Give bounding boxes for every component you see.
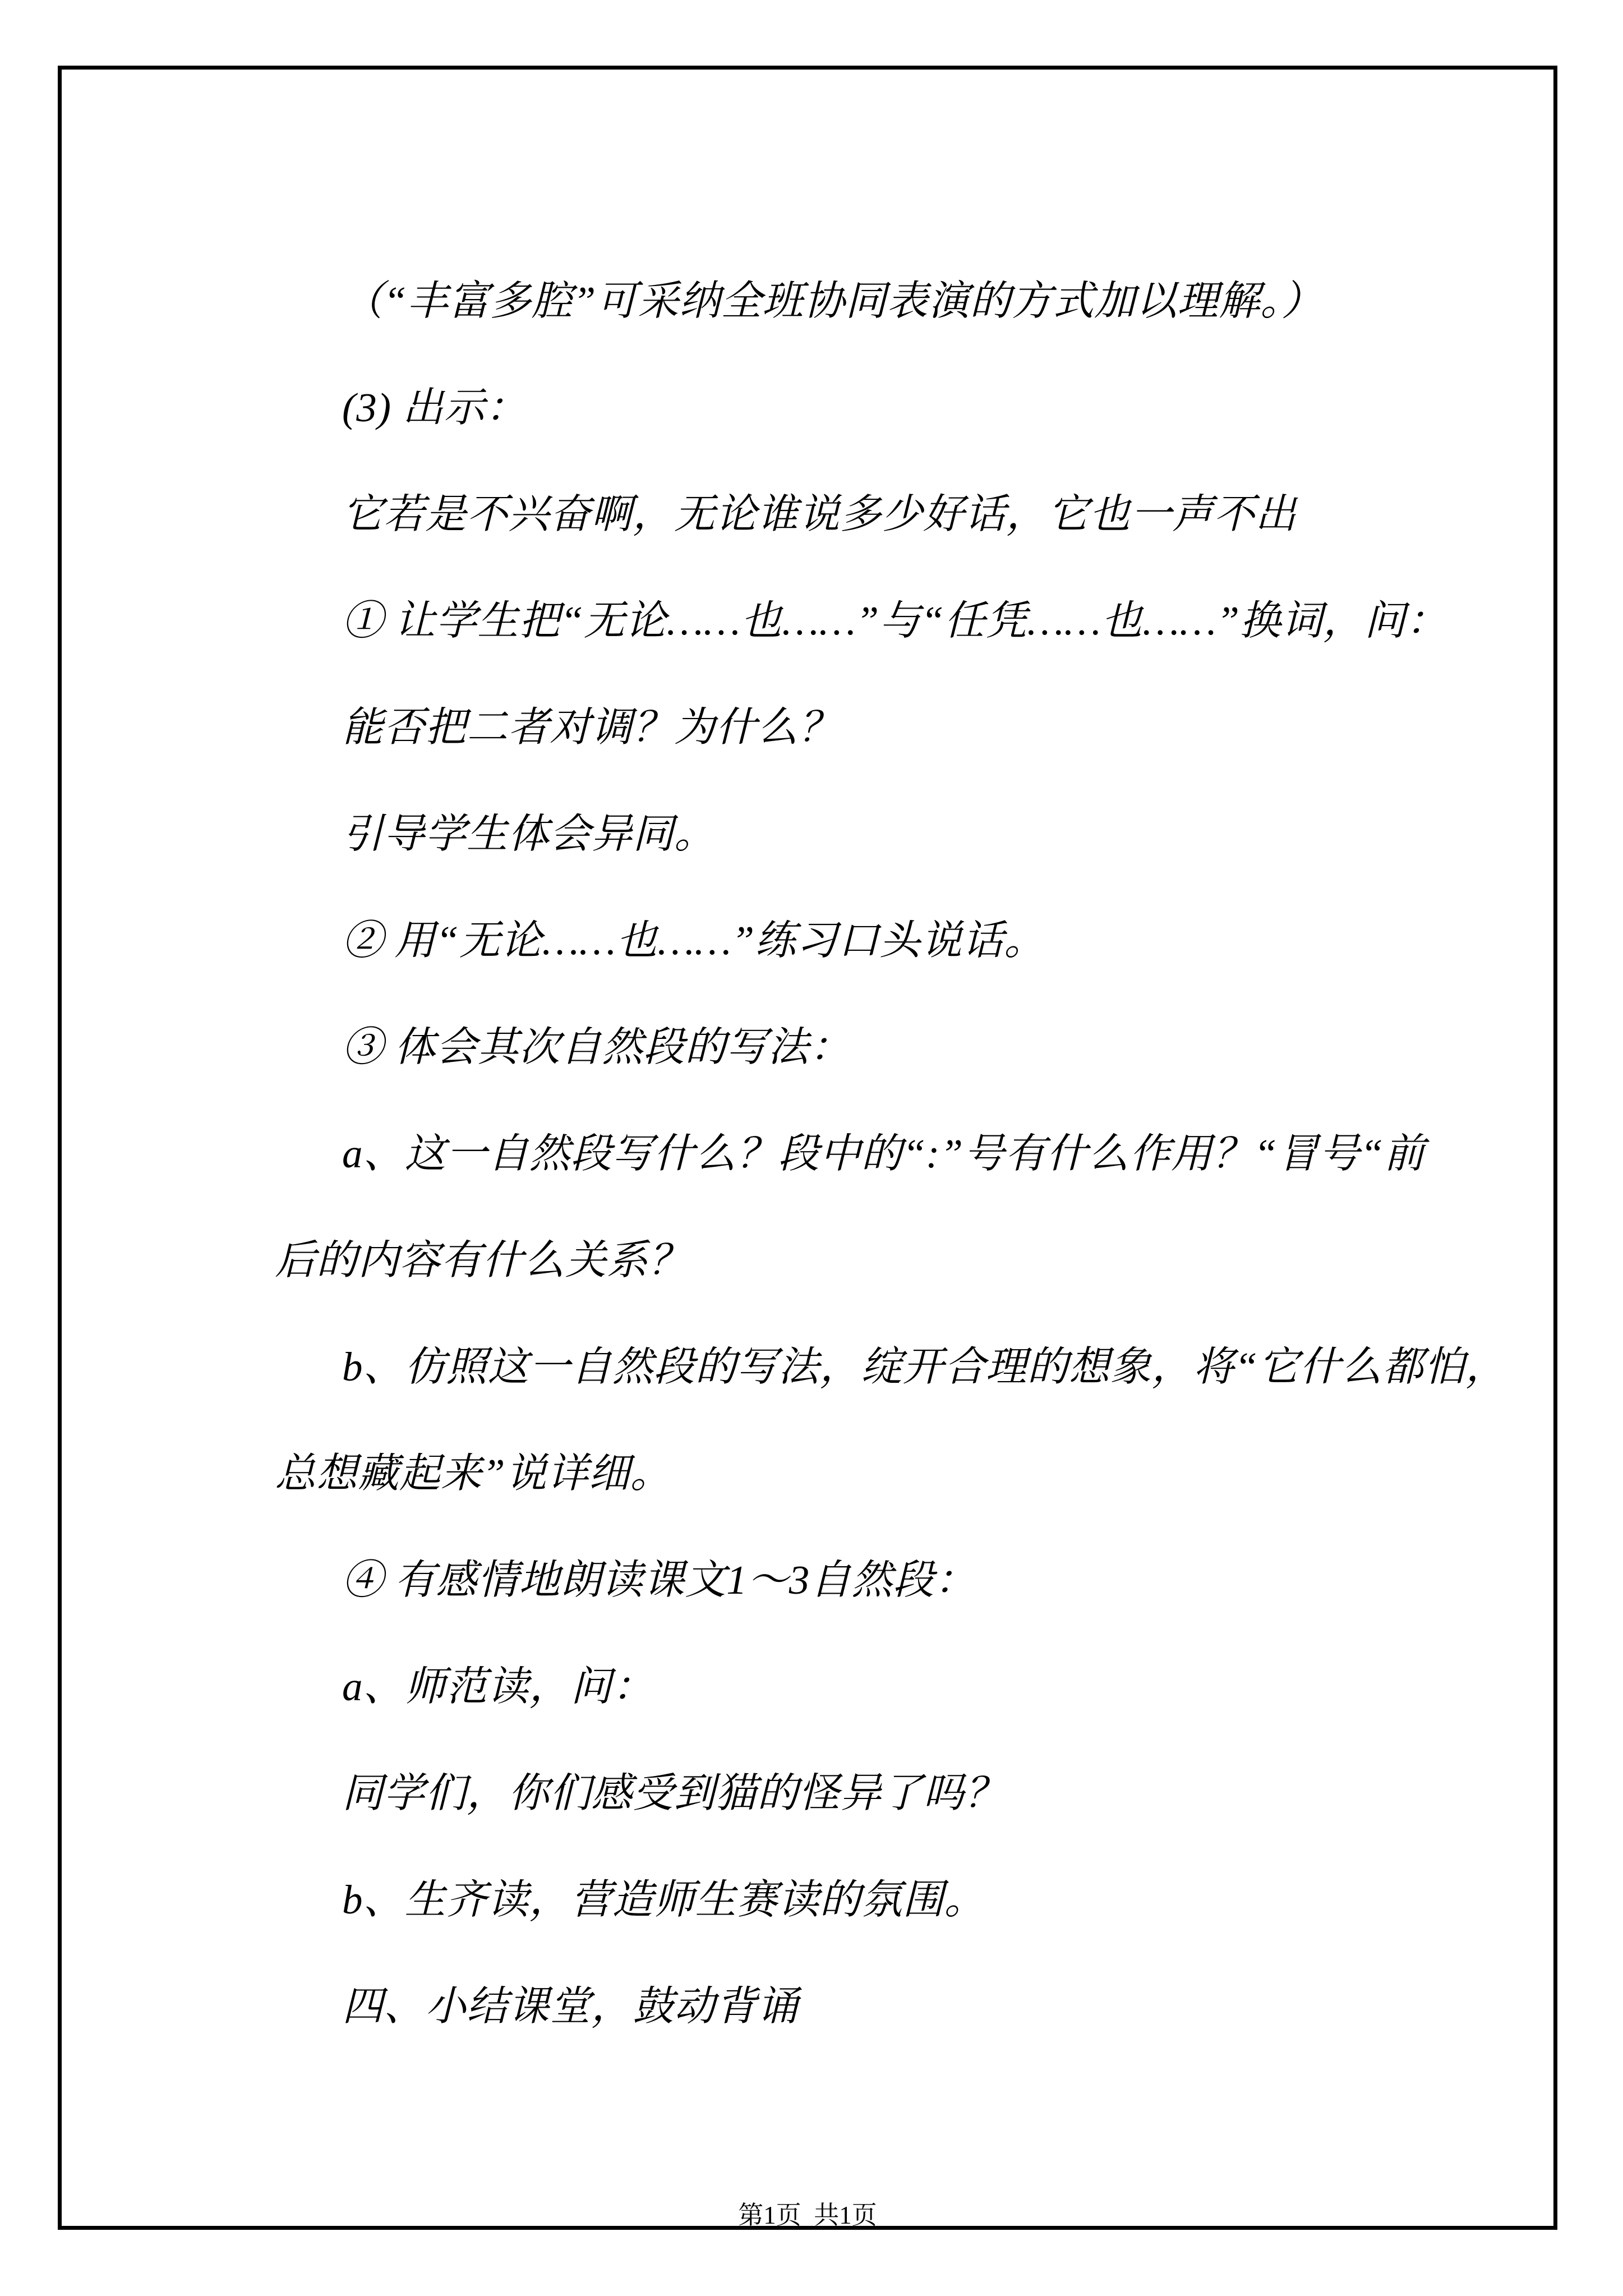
text-line: 同学们，你们感受到猫的怪异了吗？	[342, 1770, 1006, 1816]
text-line: ② 用“无论……也……”练习口头说话。	[342, 918, 1046, 963]
text-line: （“丰富多腔”可采纳全班协同表演的方式加以理解。）	[342, 278, 1323, 324]
text-line: (3) 出示：	[342, 385, 527, 430]
document-body	[275, 248, 1565, 2060]
text-line: a、这一自然段写什么？段中的“:”号有什么作用？“冒号“前	[342, 1131, 1426, 1176]
text-line: 四、小结课堂，鼓动背诵	[342, 1984, 799, 2029]
page-border-frame	[58, 66, 1557, 2230]
text-line: 后的内容有什么关系？	[275, 1237, 690, 1283]
text-line: b、生齐读，营造师生赛读的氛围。	[342, 1877, 986, 1922]
text-line: 总想藏起来”说详细。	[275, 1451, 672, 1496]
text-line: b、仿照这一自然段的写法，绽开合理的想象，将“它什么都怕，	[342, 1344, 1507, 1389]
text-line: 能否把二者对调？为什么？	[342, 705, 840, 750]
text-line: a、师范读，问：	[342, 1664, 654, 1709]
text-line: 它若是不兴奋啊，无论谁说多少好话，它也一声不出	[342, 491, 1297, 537]
text-line: ③ 体会其次自然段的写法：	[342, 1024, 851, 1070]
text-line: ④ 有感情地朗读课文1～3自然段：	[342, 1557, 976, 1603]
text-line: ① 让学生把“无论……也……”与“任凭……也……”换词，问：	[342, 598, 1447, 643]
page-footer: 第1页 共1页	[738, 2201, 877, 2229]
text-line: 引导学生体会异同。	[342, 811, 716, 857]
